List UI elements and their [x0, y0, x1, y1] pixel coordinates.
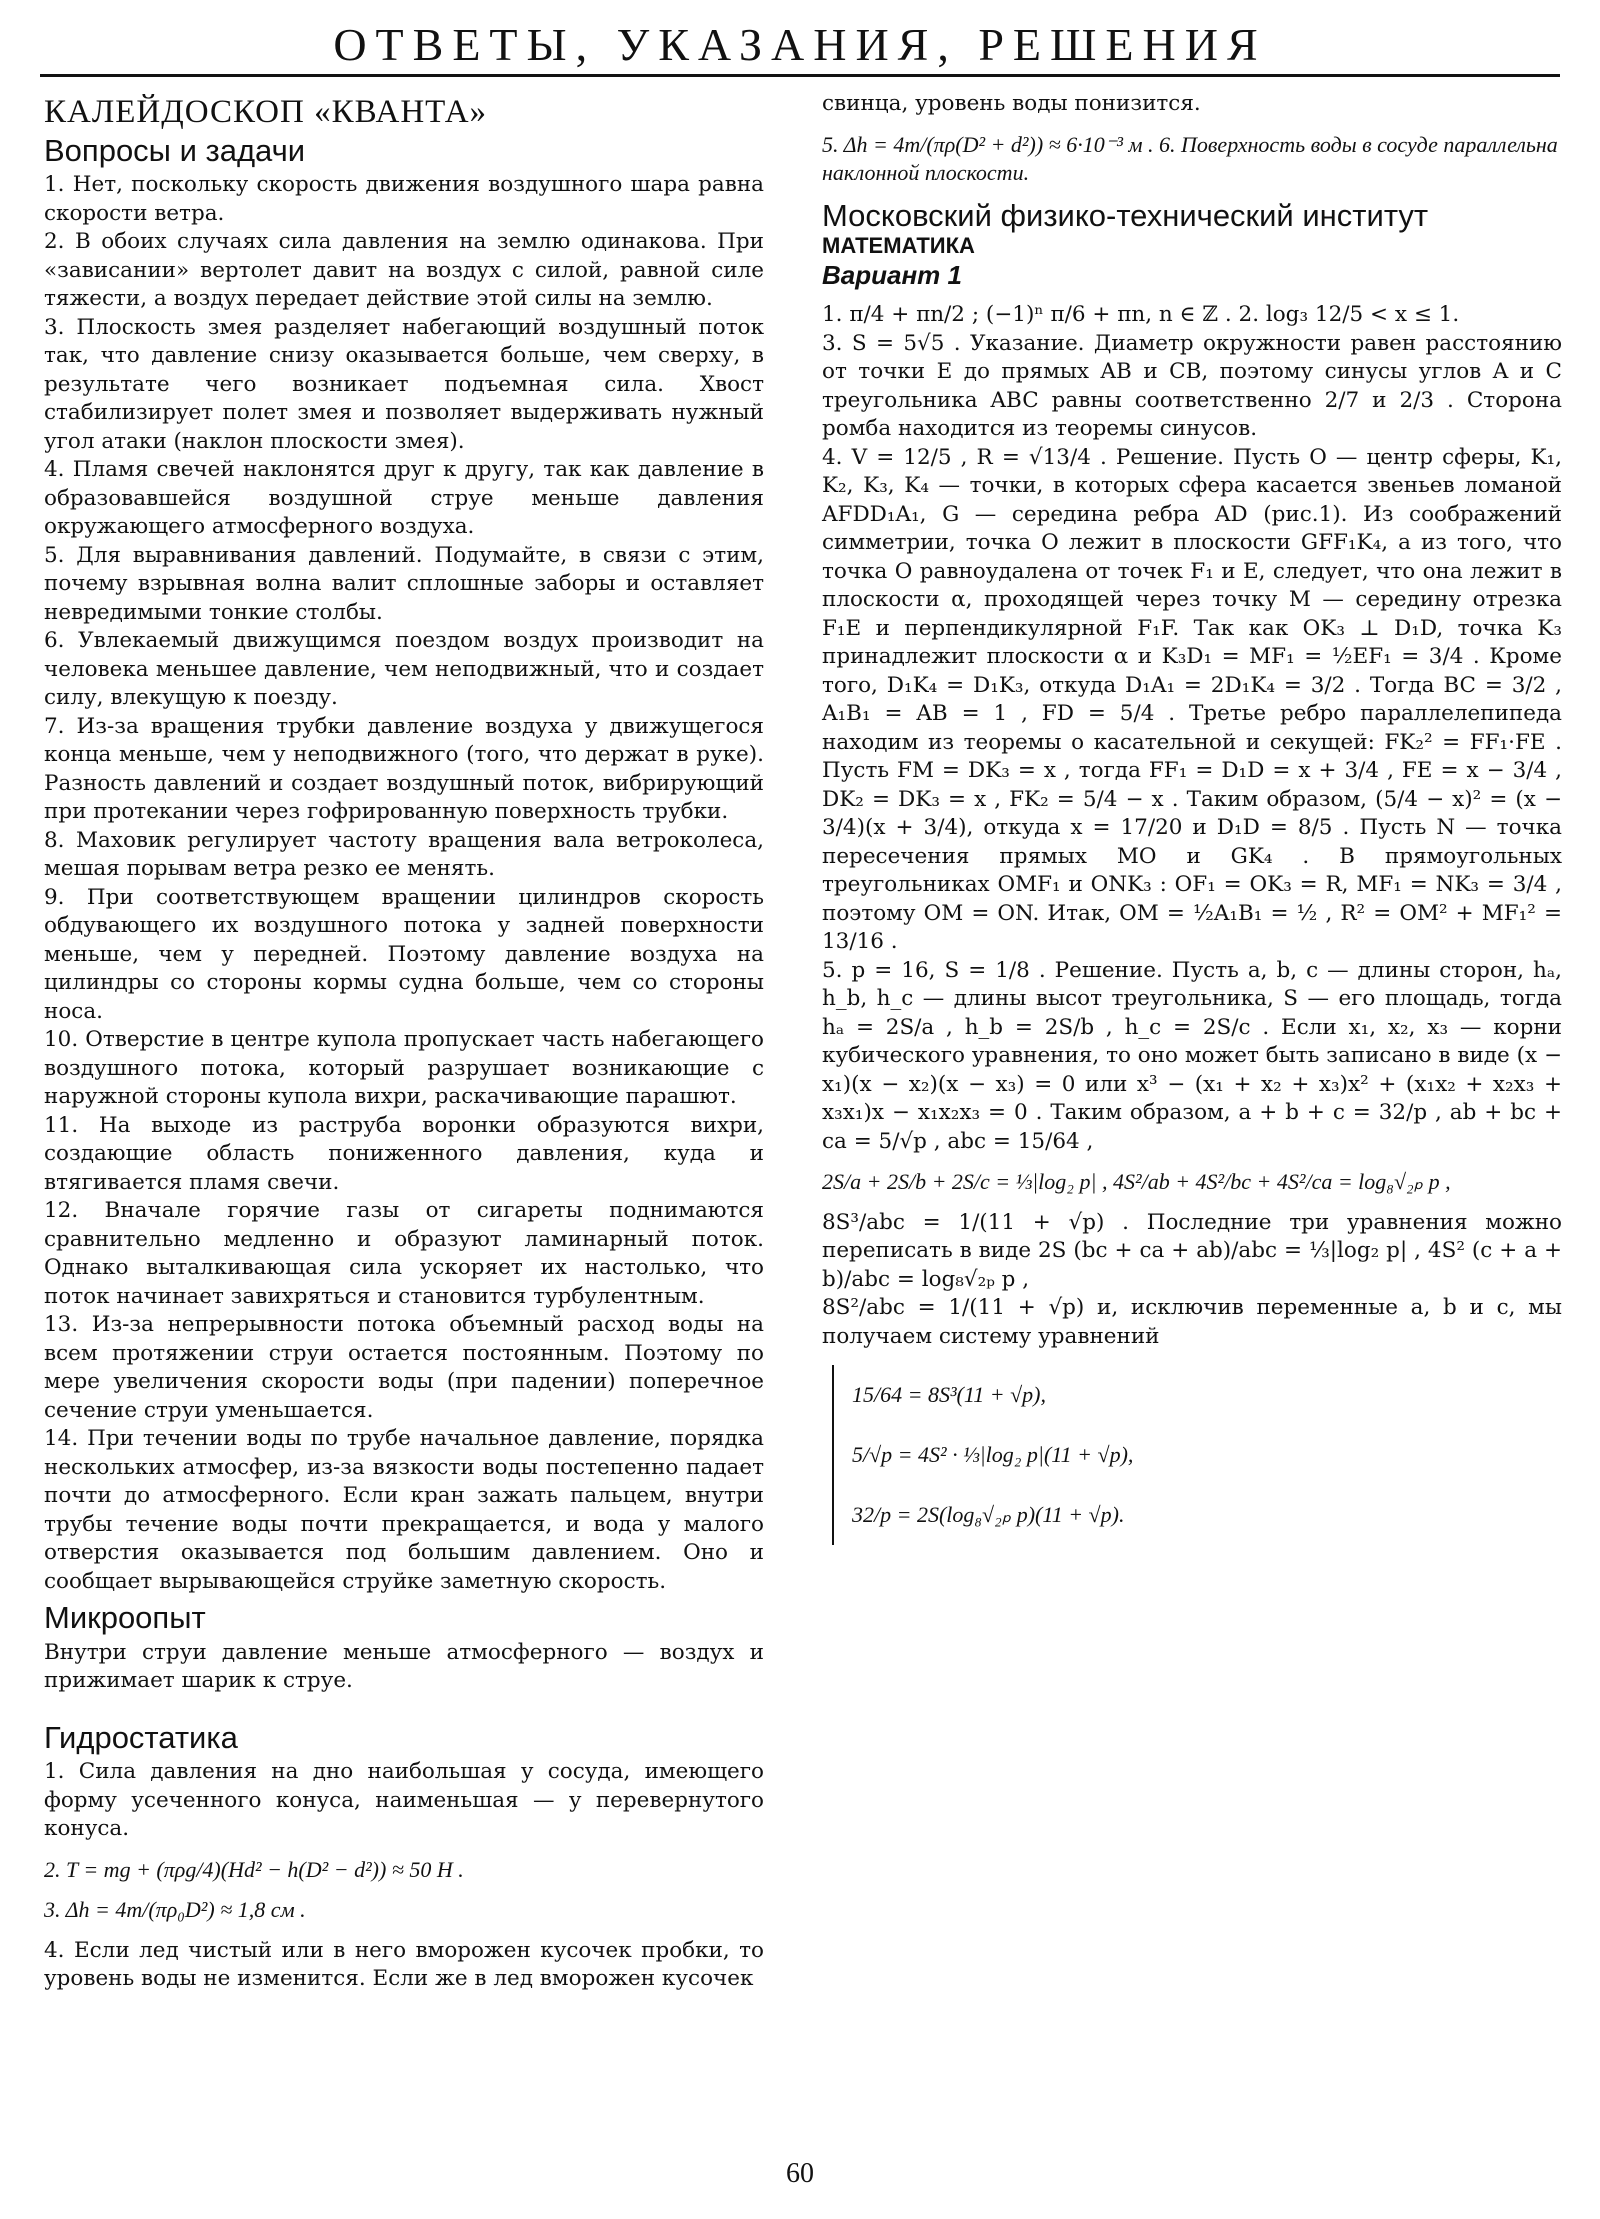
answer-item: 3. Плоскость змея разделяет набегающий воздушный поток так, что давление снизу оказывается больше, чем сверху, в результате чего возникает подъемная сила. Хвост стабилизирует полет змея и позволяет выдерживать нужный угол атаки (наклон плоскости змея).: [44, 314, 764, 454]
page-header-title: ОТВЕТЫ, УКАЗАНИЯ, РЕШЕНИЯ: [333, 19, 1267, 70]
answer-item: 6. Увлекаемый движущимся поездом воздух производит на человека меньшее давление, чем неподвижный, что и создает силу, влекущую к поезду.: [44, 628, 764, 710]
answer-item: 1. Нет, поскольку скорость движения воздушного шара равна скорости ветра.: [44, 172, 764, 226]
microexperiment-text: Внутри струи давление меньше атмосферного — воздух и прижимает шарик к струе.: [44, 1639, 764, 1693]
hydrostatics-answer-1: 1. Сила давления на дно наибольшая у сосуда, имеющего форму усеченного конуса, наименьшая — у перевернутого конуса.: [44, 1759, 764, 1841]
math-answer-4: 4. V = 12/5 , R = √13/4 . Решение. Пусть O — центр сферы, K₁, K₂, K₃, K₄ — точки, в которых сфера касается звеньев ломаной AFDD₁A₁, G — середина ребра AD (рис.1). Из соображений симметрии, точка O лежит в плоскости GFF₁K₄, а из того, что точка O равноудалена от точек F₁ и E, следует, что она лежит в плоскости α, проходящей через точку M — середину отрезка F₁E и перпендикулярной F₁F. Так как OK₃ ⊥ D₁D, точка K₃ принадлежит плоскости α и K₃D₁ = MF₁ = ½EF₁ = 3/4 . Кроме того, D₁K₄ = D₁K₃, откуда D₁A₁ = 2D₁K₄ = 3/2 . Тогда BC = 3/2 , A₁B₁ = AB = 1 , FD = 5/4 . Третье ребро параллелепипеда находим из теоремы о касательной и секущей: FK₂² = FF₁·FE . Пусть FM = DK₃ = x , тогда FF₁ = D₁D = x + 3/4 , FE = x − 3/4 , DK₂ = DK₃ = x , FK₂ = 5/4 − x . Таким образом, (5/4 − x)² = (x − 3/4)(x + 3/4), откуда x = 17/20 и D₁D = 8/5 . Пусть N — точка пересечения прямых MO и GK₄ . В прямоугольных треугольниках OMF₁ и ONK₃ : OF₁ = OK₃ = R, MF₁ = NK₃ = 3/4 , поэтому OM = ON. Итак, OM = ½A₁B₁ = ½ , R² = OM² + MF₁² = 13/16 .: [822, 444, 1562, 954]
section-title-microexperiment: Микроопыт: [44, 1600, 206, 1635]
answer-item: 2. В обоих случаях сила давления на землю одинакова. При «зависании» вертолет давит на воздух с силой, равной силе тяжести, а воздух передает действие этой силы на землю.: [44, 229, 764, 311]
left-column: [44, 90, 764, 1994]
answer-item: 12. Вначале горячие газы от сигареты поднимаются сравнительно медленно и образуют ламинарный поток. Однако выталкивающая сила ускоряет их настолько, что поток начинает завихряться и становится турбулентным.: [44, 1198, 764, 1309]
equation-line-a: 2S/a + 2S/b + 2S/c = ⅓|log₂ p| , 4S²/ab + 4S²/bc + 4S²/ca = log₈√₂ₚ p ,: [822, 1169, 1451, 1194]
answer-item: 7. Из-за вращения трубки давление воздуха у движущегося конца меньше, чем у неподвижного (того, что держат в руке). Разность давлений и создает воздушный поток, вибрирующий при протекании через гофрированную поверхность трубки.: [44, 713, 764, 824]
section-title-questions: Вопросы и задачи: [44, 132, 306, 168]
continued-text: свинца, уровень воды понизится.: [822, 91, 1201, 116]
answer-item: 8. Маховик регулирует частоту вращения вала ветроколеса, мешая порывам ветра резко ее менять.: [44, 827, 764, 881]
math-answer-1-2: 1. π/4 + πn/2 ; (−1)ⁿ π/6 + πn, n ∈ ℤ . 2. log₃ 12/5 < x ≤ 1.: [822, 302, 1460, 327]
subject-title: МАТЕМАТИКА: [822, 233, 975, 258]
answer-item: 11. На выходе из раструба воронки образуются вихри, создающие область пониженного давления, куда и втягивается пламя свечи.: [44, 1112, 764, 1195]
right-column: [822, 90, 1562, 1545]
page-number: 60: [786, 2158, 814, 2189]
answer-item: 9. При соответствующем вращении цилиндров скорость обдувающего их воздушного потока у задней поверхности меньше, чем у передней. Поэтому давление воздуха на цилиндры со стороны кормы судна больше, чем со стороны носа.: [44, 884, 764, 1024]
answer-item: 5. Для выравнивания давлений. Подумайте, в связи с этим, почему взрывная волна валит сплошные заборы и оставляет невредимыми тонкие столбы.: [44, 542, 764, 625]
section-title-hydrostatics: Гидростатика: [44, 1719, 238, 1755]
system-equation: 5/√p = 4S² · ⅓|log₂ p|(11 + √p),: [852, 1442, 1134, 1467]
equation-system: [832, 1365, 1562, 1545]
system-equation: 15/64 = 8S³(11 + √p),: [852, 1382, 1046, 1407]
answer-item: 4. Пламя свечей наклонятся друг к другу, так как давление в образовавшейся воздушной струе меньше давления окружающего атмосферного воздуха.: [44, 457, 764, 539]
variant-title: Вариант 1: [822, 259, 962, 290]
hydrostatics-formula-3: 3. Δh = 4m/(πρ₀D²) ≈ 1,8 см .: [44, 1897, 306, 1922]
answer-item: 10. Отверстие в центре купола пропускает часть набегающего воздушного потока, который разрушает возникающие с наружной стороны купола вихри, раскачивающие парашют.: [44, 1027, 764, 1109]
system-equation: 32/p = 2S(log₈√₂ₚ p)(11 + √p).: [852, 1502, 1125, 1527]
math-answer-3: 3. S = 5√5 . Указание. Диаметр окружности равен расстоянию от точки E до прямых AB и CB, поэтому синусы углов A и C треугольника ABC равны соответственно 2/7 и 2/3 . Сторона ромба находится из теоремы синусов.: [822, 330, 1562, 441]
math-answer-5: 5. p = 16, S = 1/8 . Решение. Пусть a, b, c — длины сторон, hₐ, h_b, h_c — длины высот треугольника, S — его площадь, тогда hₐ = 2S/a , h_b = 2S/b , h_c = 2S/c . Если x₁, x₂, x₃ — корни кубического уравнения, то оно может быть записано в виде (x − x₁)(x − x₂)(x − x₃) = 0 или x³ − (x₁ + x₂ + x₃)x² + (x₁x₂ + x₂x₃ + x₃x₁)x − x₁x₂x₃ = 0 . Таким образом, a + b + c = 32/p , ab + bc + ca = 5/√p , abc = 15/64 ,: [822, 957, 1562, 1154]
institute-title: Московский физико-технический институт: [822, 197, 1429, 233]
answer-item: 14. При течении воды по трубе начальное давление, порядка нескольких атмосфер, из-за вязкости воды постепенно падает почти до атмосферного. Если кран зажать пальцем, внутри трубы течение воды почти прекращается, и вода у малого отверстия оказывается под большим давлением. Оно и сообщает вырывающейся струйке заметную скорость.: [44, 1426, 764, 1594]
hydrostatics-formula-5: 5. Δh = 4m/(πρ(D² + d²)) ≈ 6·10⁻³ м . 6. Поверхность воды в сосуде параллельна наклонной плоскости.: [822, 131, 1558, 185]
equation-line-b: 8S³/abc = 1/(11 + √p) . Последние три уравнения можно переписать в виде 2S (bc + ca + ab)/abc = ⅓|log₂ p| , 4S² (c + a + b)/abc = log₈√₂ₚ p ,: [822, 1209, 1562, 1292]
equation-line-c: 8S²/abc = 1/(11 + √p) и, исключив переменные a, b и c, мы получаем систему уравнений: [822, 1295, 1562, 1349]
hydrostatics-formula-2: 2. T = mg + (πρg/4)(Hd² − h(D² − d²)) ≈ 50 Н .: [44, 1856, 464, 1882]
hydrostatics-answer-4: 4. Если лед чистый или в него вморожен кусочек пробки, то уровень воды не изменится. Если же в лед вморожен кусочек: [44, 1937, 764, 1991]
rubric-title: КАЛЕЙДОСКОП «КВАНТА»: [44, 94, 488, 130]
answer-item: 13. Из-за непрерывности потока объемный расход воды на всем протяжении струи остается постоянным. Поэтому по мере увеличения скорости воды (при падении) поперечное сечение струи уменьшается.: [44, 1312, 764, 1423]
header-rule: [40, 74, 1560, 77]
